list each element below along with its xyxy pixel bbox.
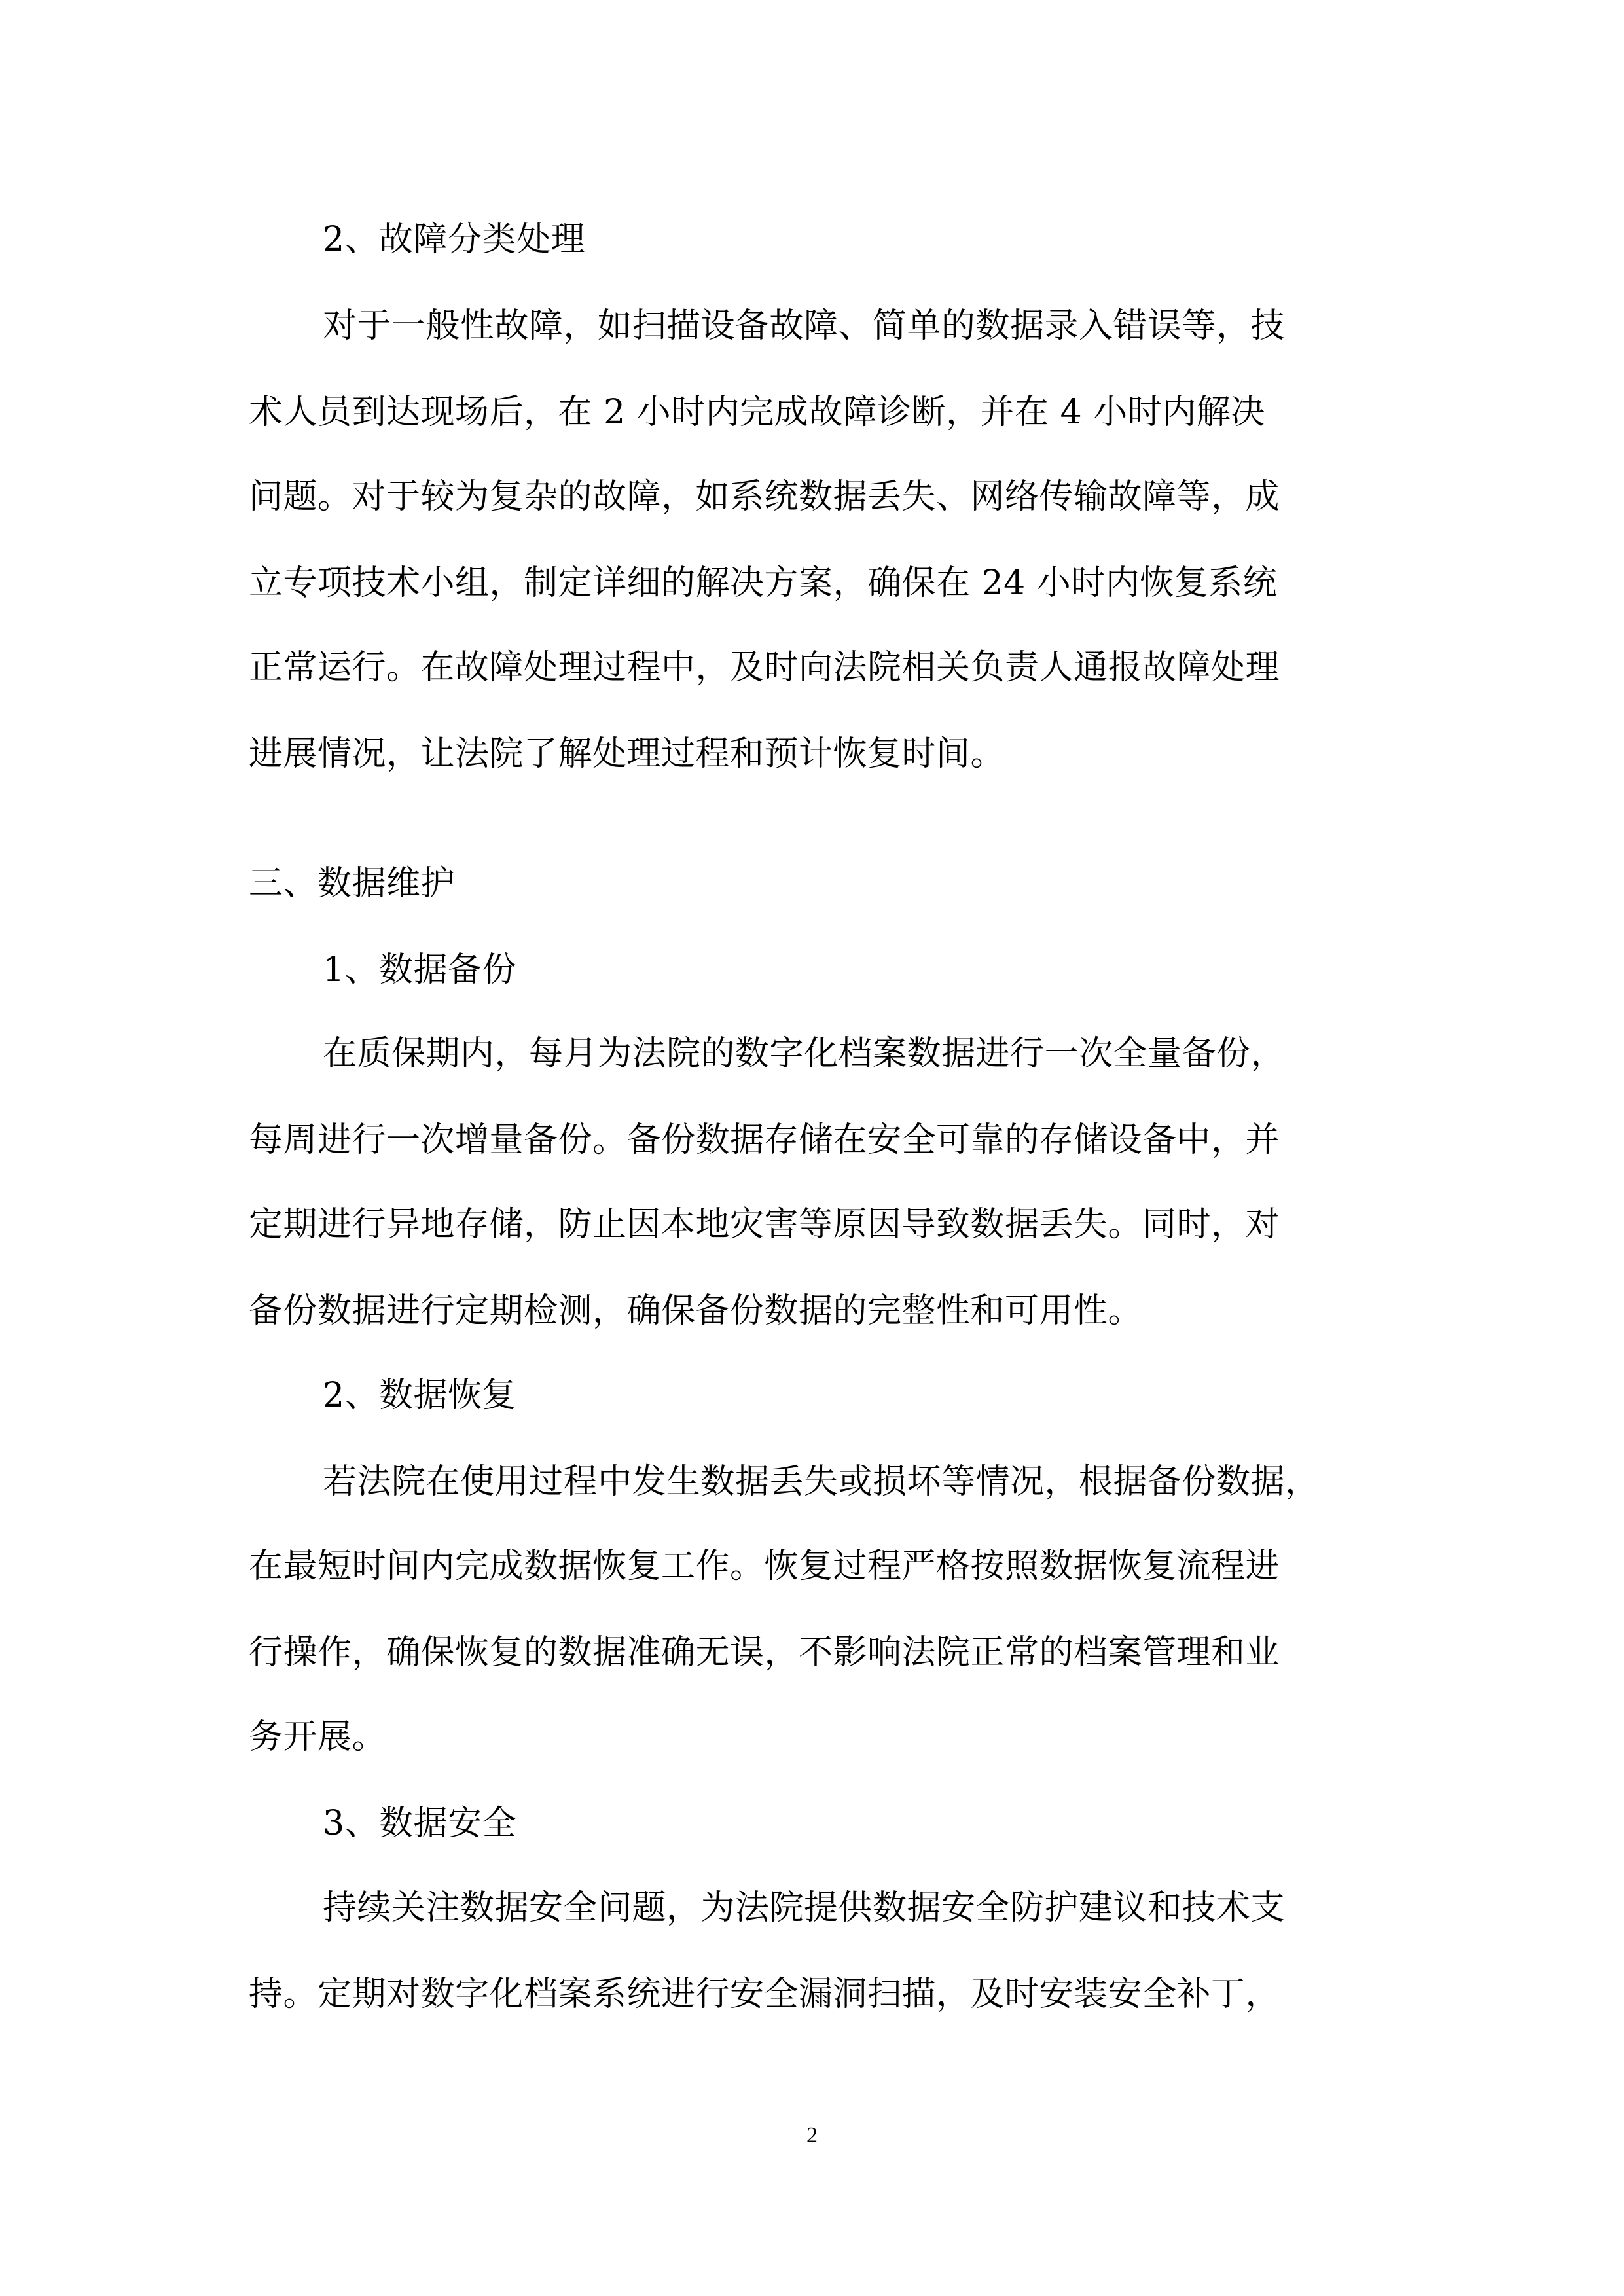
page-number: 2 [806,2123,818,2147]
paragraph-line: 正常运行。在故障处理过程中，及时向法院相关负责人通报故障处理 [249,648,1280,687]
paragraph-line: 务开展。 [249,1717,387,1757]
paragraph-line: 立专项技术小组，制定详细的解决方案，确保在 24 小时内恢复系统 [249,564,1278,603]
subheading-data-recovery: 2、数据恢复 [323,1376,517,1415]
paragraph-line: 持。定期对数字化档案系统进行安全漏洞扫描，及时安装安全补丁， [249,1975,1280,2014]
paragraph-line: 行操作，确保恢复的数据准确无误，不影响法院正常的档案管理和业 [249,1633,1280,1672]
subheading-fault-classification: 2、故障分类处理 [323,220,586,259]
paragraph-line: 备份数据进行定期检测，确保备份数据的完整性和可用性。 [249,1291,1143,1331]
paragraph-line: 若法院在使用过程中发生数据丢失或损坏等情况，根据备份数据， [323,1462,1320,1501]
subheading-data-security: 3、数据安全 [323,1804,517,1843]
paragraph-line: 进展情况，让法院了解处理过程和预计恢复时间。 [249,734,1005,774]
paragraph-line: 术人员到达现场后，在 2 小时内完成故障诊断，并在 4 小时内解决 [249,393,1265,432]
paragraph-line: 问题。对于较为复杂的故障，如系统数据丢失、网络传输故障等，成 [249,477,1280,516]
paragraph-line: 每周进行一次增量备份。备份数据存储在安全可靠的存储设备中，并 [249,1121,1280,1160]
paragraph-line: 持续关注数据安全问题，为法院提供数据安全防护建议和技术支 [323,1888,1286,1928]
paragraph-line: 在质保期内，每月为法院的数字化档案数据进行一次全量备份， [323,1034,1286,1073]
section-heading-data-maintenance: 三、数据维护 [249,864,456,903]
paragraph-line: 定期进行异地存储，防止因本地灾害等原因导致数据丢失。同时，对 [249,1205,1280,1244]
paragraph-line: 在最短时间内完成数据恢复工作。恢复过程严格按照数据恢复流程进 [249,1547,1280,1586]
paragraph-line: 对于一般性故障，如扫描设备故障、简单的数据录入错误等，技 [323,306,1286,346]
subheading-data-backup: 1、数据备份 [323,950,517,990]
